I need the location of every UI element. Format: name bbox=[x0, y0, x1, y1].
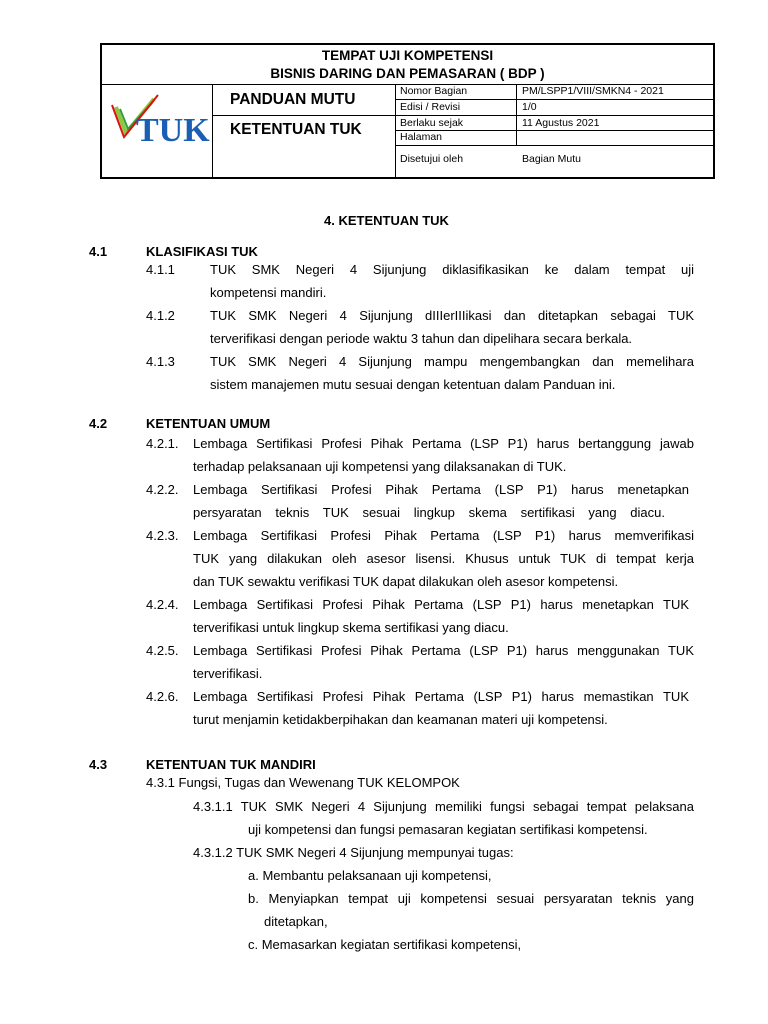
paragraph-line: sistem manajemen mutu sesuai dengan ketentuan dalam Panduan ini. bbox=[210, 377, 616, 392]
list-item: a. Membantu pelaksanaan uji kompetensi, bbox=[248, 868, 492, 883]
document-header bbox=[100, 43, 715, 179]
document-type-block bbox=[212, 85, 396, 177]
meta-value: Bagian Mutu bbox=[522, 153, 581, 165]
paragraph-line: 4.3.1.1 TUK SMK Negeri 4 Sijunjung memiliki fungsi sebagai tempat pelaksana bbox=[193, 799, 694, 814]
header-title bbox=[102, 45, 713, 85]
list-item: c. Memasarkan kegiatan sertifikasi kompetensi, bbox=[248, 937, 522, 952]
item-number: 4.1.1 bbox=[146, 262, 175, 277]
list-item: b. Menyiapkan tempat uji kompetensi sesuai persyaratan teknis yang bbox=[248, 891, 694, 906]
item-number: 4.2.4. bbox=[146, 597, 179, 612]
paragraph-line: TUK SMK Negeri 4 Sijunjung diklasifikasikan ke dalam tempat uji bbox=[210, 262, 694, 277]
item-number: 4.2.1. bbox=[146, 436, 179, 451]
document-type: PANDUAN MUTU bbox=[212, 85, 395, 116]
meta-row bbox=[395, 131, 713, 146]
paragraph-line: turut menjamin ketidakberpihakan dan keamanan materi uji kompetensi. bbox=[193, 712, 608, 727]
paragraph-line: terverifikasi dengan periode waktu 3 tahun dan dipelihara secara berkala. bbox=[210, 331, 633, 346]
list-item-continuation: ditetapkan, bbox=[264, 914, 328, 929]
checkmark-logo-icon bbox=[102, 85, 210, 179]
header-title-line2: BISNIS DARING DAN PEMASARAN ( BDP ) bbox=[270, 66, 545, 81]
section-title: 4. KETENTUAN TUK bbox=[324, 213, 449, 228]
meta-key: Berlaku sejak bbox=[400, 117, 464, 129]
meta-row bbox=[395, 146, 713, 176]
paragraph-line: terverifikasi untuk lingkup skema sertifikasi yang diacu. bbox=[193, 620, 509, 635]
paragraph-line: Lembaga Sertifikasi Profesi Pihak Pertama (LSP P1) harus menetapkan bbox=[193, 482, 689, 497]
meta-row bbox=[395, 116, 713, 131]
document-meta bbox=[395, 85, 713, 177]
tuk-logo bbox=[102, 85, 213, 177]
paragraph-line: terhadap pelaksanaan uji kompetensi yang dilaksanakan di TUK. bbox=[193, 459, 567, 474]
item-number: 4.1.3 bbox=[146, 354, 175, 369]
paragraph-line: Lembaga Sertifikasi Profesi Pihak Pertama (LSP P1) harus bertanggung jawab bbox=[193, 436, 694, 451]
meta-key: Disetujui oleh bbox=[400, 153, 464, 165]
item-number: 4.2.5. bbox=[146, 643, 179, 658]
paragraph-line: TUK SMK Negeri 4 Sijunjung mampu mengembangkan dan memelihara bbox=[210, 354, 694, 369]
meta-key: Edisi / Revisi bbox=[400, 101, 461, 113]
document-title: KETENTUAN TUK bbox=[230, 121, 362, 138]
meta-value: 1/0 bbox=[522, 101, 537, 113]
paragraph-line: uji kompetensi dan fungsi pemasaran kegiatan sertifikasi kompetensi. bbox=[248, 822, 648, 837]
logo-text: TUK bbox=[136, 112, 210, 149]
paragraph-line: kompetensi mandiri. bbox=[210, 285, 327, 300]
section-heading: KETENTUAN TUK MANDIRI bbox=[146, 757, 316, 772]
item-number: 4.2.6. bbox=[146, 689, 179, 704]
section-number: 4.1 bbox=[89, 244, 108, 259]
meta-row bbox=[395, 85, 713, 100]
section-heading: KLASIFIKASI TUK bbox=[146, 244, 258, 259]
section-number: 4.3 bbox=[89, 757, 108, 772]
item-number: 4.1.2 bbox=[146, 308, 175, 323]
item-number: 4.2.2. bbox=[146, 482, 179, 497]
paragraph-line: dan TUK sewaktu verifikasi TUK dapat dilakukan oleh asesor kompetensi. bbox=[193, 574, 619, 589]
paragraph-line: Lembaga Sertifikasi Profesi Pihak Pertama (LSP P1) harus menetapkan TUK bbox=[193, 597, 689, 612]
paragraph-line: Lembaga Sertifikasi Profesi Pihak Pertama (LSP P1) harus memverifikasi bbox=[193, 528, 694, 543]
item-number: 4.2.3. bbox=[146, 528, 179, 543]
meta-key: Halaman bbox=[400, 131, 443, 143]
meta-key: Nomor Bagian bbox=[400, 85, 468, 97]
paragraph-line: Lembaga Sertifikasi Profesi Pihak Pertama (LSP P1) harus menggunakan TUK bbox=[193, 643, 694, 658]
paragraph-line: TUK yang dilakukan oleh asesor lisensi. Khusus untuk TUK di tempat kerja bbox=[193, 551, 694, 566]
section-number: 4.2 bbox=[89, 416, 108, 431]
meta-value: 11 Agustus 2021 bbox=[522, 117, 600, 129]
paragraph-line: TUK SMK Negeri 4 Sijunjung dIIIerIIIikasi dan ditetapkan sebagai TUK bbox=[210, 308, 694, 323]
meta-row bbox=[395, 100, 713, 116]
header-title-line1: TEMPAT UJI KOMPETENSI bbox=[321, 48, 494, 63]
paragraph-line: Lembaga Sertifikasi Profesi Pihak Pertama (LSP P1) harus memastikan TUK bbox=[193, 689, 689, 704]
paragraph-line: terverifikasi. bbox=[193, 666, 263, 681]
paragraph-line: 4.3.1.2 TUK SMK Negeri 4 Sijunjung mempunyai tugas: bbox=[193, 845, 514, 860]
meta-value: PM/LSPP1/VIII/SMKN4 - 2021 bbox=[522, 85, 664, 97]
subsection-heading: 4.3.1 Fungsi, Tugas dan Wewenang TUK KELOMPOK bbox=[146, 775, 460, 790]
paragraph-line: persyaratan teknis TUK sesuai lingkup skema sertifikasi yang diacu. bbox=[193, 505, 665, 520]
section-heading: KETENTUAN UMUM bbox=[146, 416, 271, 431]
